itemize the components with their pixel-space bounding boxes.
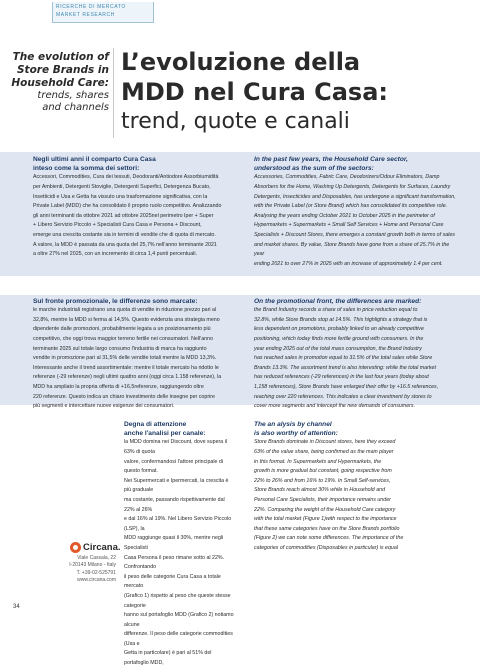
body-text-line: più segmenti e intercettare nuove esigenze dei consumatori. bbox=[33, 403, 175, 410]
body-text-line: with the total market (Figure 1)with respect to the importance bbox=[254, 516, 397, 523]
body-text-line: Store Brands dominate in Discount stores, here they exceed bbox=[254, 439, 396, 446]
body-text-line: il peso delle categorie Cura Casa a totale mercato bbox=[124, 573, 221, 590]
body-text-line: with the Private Label (or Store Brand) which has consolidated its competitive role. bbox=[254, 203, 448, 210]
header-divider bbox=[113, 48, 114, 138]
body-text-line: (Figure 2) we can note some differences. The importance of the bbox=[254, 535, 404, 542]
address-line: Viale Cassala, 22 bbox=[77, 555, 116, 561]
section-heading-line: In the past few years, the Household Care sector, bbox=[254, 156, 408, 163]
body-text-line: reaching over 220 references. This indicates a clear investment by stores to bbox=[254, 393, 432, 400]
section-heading-line: anche l'analisi per canale: bbox=[124, 430, 206, 438]
english-title-line: Store Brands in bbox=[17, 64, 109, 76]
body-text-line: Brands 13.3%. The assortment trend is also interesting: while the total market bbox=[254, 364, 436, 371]
address-line: T. +39-02-525791 bbox=[76, 569, 116, 576]
section-1-english bbox=[254, 155, 456, 269]
body-text-line: 1,158 references), Store Brands have enlarged their offer by +16.5 references, bbox=[254, 383, 439, 390]
section-heading-line: Sul fronte promozionale, le differenze sono marcate: bbox=[33, 298, 198, 305]
body-text-line: vendite in promozione pari al 31,5% delle vendite totali mentre la MDD 13,3%. bbox=[33, 355, 217, 362]
body-text-line: 63% of the value share, being confirmed as the main player bbox=[254, 449, 394, 455]
section-1-italian bbox=[33, 155, 230, 260]
section-heading-line: is also worthy of attention: bbox=[254, 430, 338, 438]
body-text-line: Insetticidi e Usa e Getta ha vissuto una trasformazione significativa, con la bbox=[33, 193, 208, 200]
body-text-line: the Brand Industry records a share of sales in price reduction equal to bbox=[254, 307, 418, 314]
body-text-line: la MDD domina nei Discount, dove supera il 63% di quota bbox=[124, 439, 228, 455]
page-title bbox=[121, 47, 471, 137]
section-2-italian bbox=[33, 297, 230, 412]
body-text-line: cover more segments and intercept the new demands of consumers. bbox=[254, 403, 416, 410]
body-text-line: Interessante anche il trend assortimentale: mentre il totale mercato ha ridotto le bbox=[33, 364, 219, 371]
body-text-line: Accessories, Commodities, Fabric Care, Deodorizers/Odour Eliminators, Damp bbox=[254, 174, 440, 181]
body-text-line: e dal 16% al 19%. Nel Libero Servizio Piccolo (LSP), la bbox=[124, 516, 232, 532]
circana-logo-text: Circana. bbox=[83, 542, 121, 553]
body-text-line: ma costante, passando rispettivamente dal 22% al 26% bbox=[124, 496, 225, 513]
body-text-line: in this format. In Supermarkets and Hypermarkets, the bbox=[254, 458, 382, 465]
body-text-line: 22% to 26% and from 16% to 19%. In Small Self-services, bbox=[254, 477, 391, 484]
page-number: 34 bbox=[13, 604, 20, 610]
body-text-line: Accessori, Commodities, Cura dei tessuti, Deodoranti/Antiodore Assorbiumidità bbox=[33, 174, 219, 181]
body-text-line: le marche industriali registrano una quota di vendite in riduzione prezzo pari al bbox=[33, 307, 217, 314]
title-line-2: MDD nel Cura Casa: bbox=[121, 78, 388, 106]
section-tag-line1: RICERCHE DI MERCATO bbox=[56, 4, 126, 10]
body-text-line: Specialists + Discount Stores, there emerges a constant growth both in terms of sales bbox=[254, 231, 455, 238]
english-title-line: The evolution of bbox=[12, 51, 109, 63]
title-line-1: L’evoluzione della bbox=[121, 48, 361, 76]
section-3-italian bbox=[124, 420, 234, 669]
circana-logo bbox=[70, 542, 121, 554]
section-heading-line: Degna di attenzione bbox=[124, 421, 187, 428]
body-text-line: MDD raggiunge quasi il 30%, mentre negli Specialisti bbox=[124, 535, 224, 551]
body-text-line: Absorbers for the Home, Washing Up Detergents, Detergents for Surfaces, Laundry bbox=[254, 184, 451, 190]
body-text-line: Analysing the years ending October 2021 to October 2025 in the perimeter of bbox=[254, 212, 435, 219]
section-heading-line: understood as the sum of the sectors: bbox=[254, 165, 374, 173]
body-text-line: terminante 2025 sul totale largo consumo l'industria di marca ha raggiunto bbox=[33, 345, 207, 352]
body-text-line: Hypermarkets + Supermarkets + Small Self Services + Home and Personal Care bbox=[254, 222, 444, 229]
body-text-line: dipendente dalle promozioni, probabilmente legata a un posizionamento più bbox=[33, 326, 211, 333]
body-text-line: competitivo, che oggi trova maggior terreno fertile nei consumatori. Nell'anno bbox=[33, 335, 214, 342]
body-text-line: positioning, which today finds more fertile ground with consumers. In the bbox=[254, 335, 424, 342]
body-text-line: 32.8%, while Store Brands stop at 14.5%. This highlights a strategy that is bbox=[254, 316, 428, 323]
body-text-line: Casa Persona il peso rimane sotto al 22%. Confrontando bbox=[124, 554, 225, 571]
body-text-line: categories of commodities (Disposables in particular) is equal bbox=[254, 544, 398, 551]
english-subtitle-line: trends, shares bbox=[37, 90, 109, 101]
body-text-line: emerge una crescita costante sia in termini di vendite che di quota di mercato. bbox=[33, 231, 216, 238]
company-address bbox=[20, 555, 116, 584]
section-3-english bbox=[254, 420, 456, 554]
english-title-line: Household Care: bbox=[11, 77, 109, 89]
body-text-line: Store Brands reach almost 30% while in Household and bbox=[254, 487, 386, 494]
body-text-line: valore, confermandosi l'attore principale di questo format. bbox=[124, 458, 224, 475]
body-text-line: 32,8%, mentre la MDD si ferma al 14,5%. Questo evidenzia una strategia meno bbox=[33, 316, 220, 323]
section-heading-line: On the promotional front, the differences are marked: bbox=[254, 298, 422, 305]
body-text-line: A valore, la MDD è passata da una quota del 25,7% nell'anno terminante 2021 bbox=[33, 241, 217, 248]
body-text-line: ending 2021 to over 27% in 2025 with an increase of approximately 1.4 per cent. bbox=[254, 260, 443, 267]
body-text-line: Nei Supermercati e Ipermercati, la crescita è più graduale bbox=[124, 477, 229, 494]
body-text-line: referenze (-29 referenze) negli ultimi quattro anni (oggi circa 1.158 referenze), la bbox=[33, 374, 222, 381]
english-subtitle-line: and channels bbox=[42, 102, 109, 113]
body-text-line: (Grafico 1) rispetto al peso che queste stesse categorie bbox=[124, 592, 231, 609]
body-text-line: a oltre 27% nel 2025, con un incremento di circa 1,4 punti percentuali. bbox=[33, 251, 198, 258]
top-bar bbox=[0, 0, 480, 22]
body-text-line: 220 referenze. Questo indica un chiaro investimento delle insegne per coprire bbox=[33, 393, 215, 400]
english-subtitle bbox=[0, 51, 109, 114]
section-heading-line: Negli ultimi anni il comparto Cura Casa bbox=[33, 156, 156, 163]
body-text-line: MDD ha ampliato la propria offerta di +16,5referenze, raggiungendo oltre bbox=[33, 383, 204, 390]
address-line: I-20143 Milano - Italy bbox=[69, 562, 116, 569]
body-text-line: differenze. Il peso delle categorie commodities (Usa e bbox=[124, 631, 233, 647]
body-text-line: has reduced references (-29 references) in the last four years (today about bbox=[254, 374, 429, 381]
circana-logo-icon bbox=[70, 542, 81, 553]
address-line[interactable]: www.circana.com bbox=[77, 576, 116, 583]
body-text-line: Private Label (MDD) che ha consolidato il proprio ruolo competitivo. Analizzando bbox=[33, 203, 222, 210]
section-heading-line: The an alysis by channel bbox=[254, 421, 332, 428]
body-text-line: and market shares. By value, Store Brands have gone from a share of 25.7% in the year bbox=[254, 241, 450, 258]
body-text-line: Detergents, Insecticides and Disposables, has undergone a significant transformation, bbox=[254, 193, 456, 200]
body-text-line: less dependent on promotions, probably linked to an already competitive bbox=[254, 326, 424, 333]
body-text-line: Getta in particolare) è pari al 51% del portafoglio MDD, bbox=[124, 650, 212, 667]
body-text-line: has reached sales in promotion equal to 31.5% of the total sales while Store bbox=[254, 355, 433, 362]
body-text-line: per Ambienti, Detergenti Stoviglie, Detergenti Superfici, Detergenza Bucato, bbox=[33, 184, 211, 190]
body-text-line: Personal Care Specialists, their importance remains under bbox=[254, 496, 391, 503]
body-text-line: year ending 2025 out of the total mass consumption, the Brand Industry bbox=[254, 345, 422, 352]
title-line-3: trend, quote e canali bbox=[121, 109, 350, 134]
body-text-line: 22%. Comparing the weight of the Household Care category bbox=[254, 506, 396, 513]
body-text-line: hanno sul portafoglio MDD (Grafico 2) notiamo alcune bbox=[124, 612, 234, 628]
section-heading-line: inteso come la somma dei settori: bbox=[33, 165, 140, 173]
body-text-line: growth is more gradual but constant, going respective from bbox=[254, 468, 392, 475]
body-text-line: + Libero Servizio Piccolo + Specialisti Cura Casa e Persona + Discount, bbox=[33, 222, 202, 229]
body-text-line: that these same categories have on the Store Brands portfolio bbox=[254, 525, 400, 532]
body-text-line: gli anni terminanti da ottobre 2021 ad ottobre 2025nel perimetro Iper + Super bbox=[33, 212, 214, 219]
section-2-english bbox=[254, 297, 456, 412]
section-tag-line2: MARKET RESEARCH bbox=[56, 12, 115, 18]
